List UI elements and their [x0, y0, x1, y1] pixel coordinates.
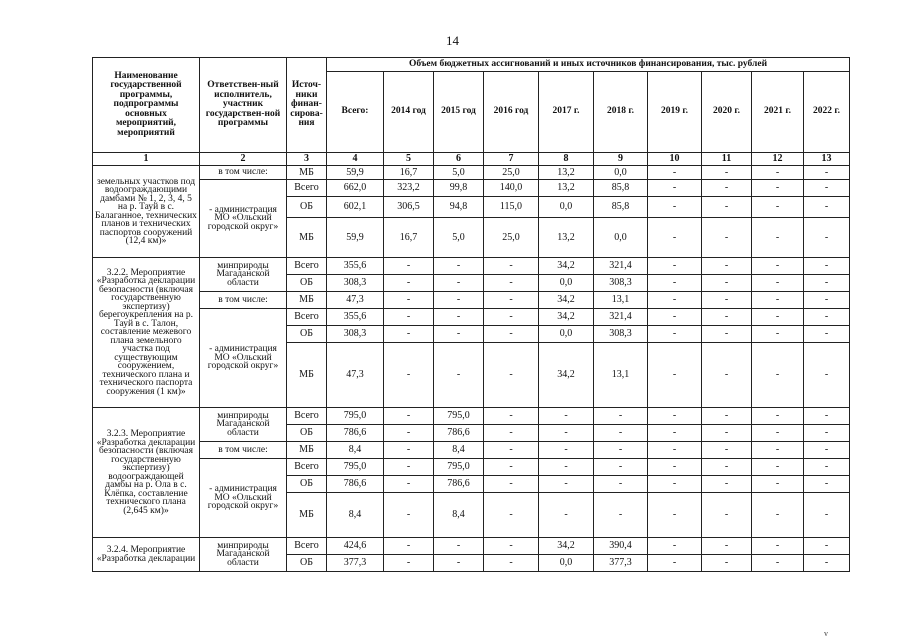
- value-cell: -: [384, 493, 434, 538]
- value-cell: 34,2: [539, 343, 594, 408]
- value-cell: -: [484, 493, 539, 538]
- column-number-9: 9: [594, 153, 648, 166]
- column-number-8: 8: [539, 153, 594, 166]
- value-cell: -: [752, 197, 804, 218]
- value-cell: -: [484, 275, 539, 292]
- source-cell: МБ: [287, 292, 327, 309]
- measure-name: 3.2.4. Мероприятие «Разработка декларации: [93, 538, 200, 572]
- executor-cell: минприроды Магаданской области: [200, 258, 287, 292]
- value-cell: 0,0: [539, 197, 594, 218]
- value-cell: -: [384, 258, 434, 275]
- value-cell: 34,2: [539, 258, 594, 275]
- value-cell: -: [594, 459, 648, 476]
- value-cell: -: [434, 343, 484, 408]
- value-cell: -: [384, 275, 434, 292]
- value-cell: -: [702, 538, 752, 555]
- source-cell: Всего: [287, 408, 327, 425]
- value-cell: 115,0: [484, 197, 539, 218]
- value-cell: 140,0: [484, 180, 539, 197]
- header-year-6: 2019 г.: [648, 72, 702, 153]
- value-cell: -: [752, 326, 804, 343]
- value-cell: -: [594, 425, 648, 442]
- value-cell: 8,4: [434, 493, 484, 538]
- value-cell: 34,2: [539, 538, 594, 555]
- value-cell: 13,2: [539, 166, 594, 180]
- source-cell: Всего: [287, 309, 327, 326]
- value-cell: 16,7: [384, 166, 434, 180]
- column-number-3: 3: [287, 153, 327, 166]
- value-cell: 85,8: [594, 197, 648, 218]
- source-cell: ОБ: [287, 555, 327, 572]
- header-year-9: 2022 г.: [804, 72, 850, 153]
- value-cell: -: [702, 425, 752, 442]
- source-cell: ОБ: [287, 476, 327, 493]
- value-cell: 795,0: [327, 408, 384, 425]
- value-cell: -: [648, 442, 702, 459]
- value-cell: 0,0: [594, 166, 648, 180]
- value-cell: -: [702, 442, 752, 459]
- value-cell: -: [384, 292, 434, 309]
- page-number: 14: [446, 33, 459, 48]
- value-cell: 786,6: [434, 476, 484, 493]
- value-cell: -: [594, 442, 648, 459]
- value-cell: 795,0: [434, 459, 484, 476]
- value-cell: -: [648, 326, 702, 343]
- value-cell: -: [648, 292, 702, 309]
- value-cell: -: [648, 476, 702, 493]
- value-cell: -: [648, 555, 702, 572]
- value-cell: -: [484, 292, 539, 309]
- value-cell: 99,8: [434, 180, 484, 197]
- value-cell: -: [752, 442, 804, 459]
- value-cell: 8,4: [327, 442, 384, 459]
- source-cell: МБ: [287, 493, 327, 538]
- value-cell: -: [648, 459, 702, 476]
- table-row: [93, 180, 850, 197]
- value-cell: -: [804, 493, 850, 538]
- value-cell: -: [804, 292, 850, 309]
- value-cell: -: [434, 326, 484, 343]
- executor-cell: - администрация МО «Ольский городской округ»: [200, 459, 287, 538]
- value-cell: 306,5: [384, 197, 434, 218]
- value-cell: 59,9: [327, 218, 384, 258]
- value-cell: -: [384, 309, 434, 326]
- source-cell: ОБ: [287, 275, 327, 292]
- column-number-10: 10: [648, 153, 702, 166]
- value-cell: 85,8: [594, 180, 648, 197]
- value-cell: -: [804, 258, 850, 275]
- value-cell: -: [484, 258, 539, 275]
- value-cell: -: [752, 309, 804, 326]
- value-cell: -: [752, 459, 804, 476]
- executor-cell: - администрация МО «Ольский городской округ»: [200, 309, 287, 408]
- executor-cell: в том числе:: [200, 292, 287, 309]
- value-cell: -: [752, 166, 804, 180]
- value-cell: -: [702, 218, 752, 258]
- value-cell: 308,3: [327, 275, 384, 292]
- value-cell: 5,0: [434, 166, 484, 180]
- source-cell: Всего: [287, 180, 327, 197]
- value-cell: -: [484, 538, 539, 555]
- value-cell: 94,8: [434, 197, 484, 218]
- value-cell: 308,3: [594, 326, 648, 343]
- value-cell: -: [702, 166, 752, 180]
- value-cell: 0,0: [539, 275, 594, 292]
- header-year-0: Всего:: [327, 72, 384, 153]
- value-cell: -: [702, 555, 752, 572]
- header-year-1: 2014 год: [384, 72, 434, 153]
- value-cell: -: [804, 425, 850, 442]
- value-cell: -: [702, 292, 752, 309]
- header-year-8: 2021 г.: [752, 72, 804, 153]
- executor-cell: в том числе:: [200, 442, 287, 459]
- budget-table: [92, 57, 850, 572]
- value-cell: -: [484, 442, 539, 459]
- header-year-2: 2015 год: [434, 72, 484, 153]
- measure-name: 3.2.2. Мероприятие «Разработка декларации безопасности (включая государственную экспертизу) берегоукрепления на р. Тауй в с. Талон, составление межевого плана земельного участка под существующим сооружением, технического плана и технического паспорта сооружения (1 км)»: [93, 258, 200, 408]
- value-cell: -: [804, 343, 850, 408]
- value-cell: -: [648, 180, 702, 197]
- value-cell: -: [384, 425, 434, 442]
- measure-name: земельных участков под водоограждающими дамбами № 1, 2, 3, 4, 5 на р. Тауй в с. Балаганное, технических планов и технических паспортов сооружений (12,4 км)»: [93, 166, 200, 258]
- value-cell: -: [539, 476, 594, 493]
- value-cell: 8,4: [434, 442, 484, 459]
- value-cell: -: [434, 258, 484, 275]
- value-cell: -: [804, 309, 850, 326]
- value-cell: -: [752, 218, 804, 258]
- column-number-12: 12: [752, 153, 804, 166]
- source-cell: Всего: [287, 538, 327, 555]
- value-cell: 13,2: [539, 218, 594, 258]
- table-row: [93, 459, 850, 476]
- value-cell: 25,0: [484, 166, 539, 180]
- measure-name: 3.2.3. Мероприятие «Разработка декларации безопасности (включая государственную экспертизу) водоограждающей дамбы на р. Ола в с. Клёпка, составление технического плана (2,645 км)»: [93, 408, 200, 538]
- column-number-5: 5: [384, 153, 434, 166]
- value-cell: -: [804, 442, 850, 459]
- value-cell: -: [702, 275, 752, 292]
- value-cell: -: [752, 258, 804, 275]
- value-cell: -: [702, 343, 752, 408]
- value-cell: -: [702, 180, 752, 197]
- value-cell: 0,0: [594, 218, 648, 258]
- value-cell: -: [539, 493, 594, 538]
- value-cell: -: [648, 425, 702, 442]
- header-source: Источ-ники финан-сирова-ния: [287, 58, 327, 153]
- column-number-6: 6: [434, 153, 484, 166]
- value-cell: 47,3: [327, 343, 384, 408]
- value-cell: -: [484, 459, 539, 476]
- value-cell: 16,7: [384, 218, 434, 258]
- column-number-4: 4: [327, 153, 384, 166]
- column-number-1: 1: [93, 153, 200, 166]
- value-cell: -: [752, 538, 804, 555]
- value-cell: -: [702, 197, 752, 218]
- value-cell: 795,0: [434, 408, 484, 425]
- value-cell: -: [434, 292, 484, 309]
- executor-cell: минприроды Магаданской области: [200, 408, 287, 442]
- executor-cell: минприроды Магаданской области: [200, 538, 287, 572]
- value-cell: -: [752, 292, 804, 309]
- value-cell: -: [434, 309, 484, 326]
- value-cell: -: [434, 555, 484, 572]
- value-cell: 377,3: [594, 555, 648, 572]
- source-cell: МБ: [287, 166, 327, 180]
- value-cell: -: [484, 408, 539, 425]
- value-cell: -: [648, 408, 702, 425]
- value-cell: -: [752, 180, 804, 197]
- source-cell: Всего: [287, 258, 327, 275]
- value-cell: -: [484, 425, 539, 442]
- header-name: Наименование государственной программы, подпрограммы основных мероприятий, мероприятий: [93, 58, 200, 153]
- value-cell: 323,2: [384, 180, 434, 197]
- value-cell: -: [804, 459, 850, 476]
- value-cell: -: [384, 408, 434, 425]
- value-cell: 786,6: [327, 476, 384, 493]
- value-cell: 34,2: [539, 309, 594, 326]
- value-cell: -: [804, 218, 850, 258]
- value-cell: 390,4: [594, 538, 648, 555]
- value-cell: 321,4: [594, 309, 648, 326]
- value-cell: 786,6: [434, 425, 484, 442]
- table-row: [93, 166, 850, 180]
- table-row: [93, 408, 850, 425]
- source-cell: ОБ: [287, 425, 327, 442]
- value-cell: -: [539, 425, 594, 442]
- source-cell: Всего: [287, 459, 327, 476]
- value-cell: 602,1: [327, 197, 384, 218]
- value-cell: -: [804, 555, 850, 572]
- value-cell: -: [752, 476, 804, 493]
- executor-cell: в том числе:: [200, 166, 287, 180]
- value-cell: -: [702, 476, 752, 493]
- value-cell: -: [702, 309, 752, 326]
- value-cell: -: [752, 343, 804, 408]
- value-cell: -: [539, 459, 594, 476]
- value-cell: 59,9: [327, 166, 384, 180]
- value-cell: -: [484, 343, 539, 408]
- header-year-5: 2018 г.: [594, 72, 648, 153]
- value-cell: -: [648, 258, 702, 275]
- value-cell: -: [648, 166, 702, 180]
- value-cell: -: [702, 493, 752, 538]
- source-cell: МБ: [287, 442, 327, 459]
- value-cell: -: [384, 476, 434, 493]
- header-funding-group: Объем бюджетных ассигнований и иных источников финансирования, тыс. рублей: [327, 58, 850, 72]
- value-cell: -: [434, 538, 484, 555]
- header-year-4: 2017 г.: [539, 72, 594, 153]
- value-cell: 308,3: [327, 326, 384, 343]
- value-cell: 0,0: [539, 326, 594, 343]
- value-cell: -: [648, 538, 702, 555]
- value-cell: -: [648, 197, 702, 218]
- value-cell: -: [384, 343, 434, 408]
- value-cell: 786,6: [327, 425, 384, 442]
- value-cell: -: [384, 326, 434, 343]
- value-cell: -: [484, 476, 539, 493]
- value-cell: -: [752, 555, 804, 572]
- value-cell: -: [648, 275, 702, 292]
- source-cell: ОБ: [287, 197, 327, 218]
- value-cell: -: [384, 538, 434, 555]
- value-cell: 355,6: [327, 309, 384, 326]
- value-cell: 795,0: [327, 459, 384, 476]
- value-cell: 34,2: [539, 292, 594, 309]
- value-cell: -: [702, 258, 752, 275]
- value-cell: -: [752, 493, 804, 538]
- value-cell: 13,1: [594, 343, 648, 408]
- value-cell: -: [804, 197, 850, 218]
- value-cell: -: [384, 555, 434, 572]
- value-cell: -: [648, 343, 702, 408]
- value-cell: 13,1: [594, 292, 648, 309]
- executor-cell: - администрация МО «Ольский городской округ»: [200, 180, 287, 258]
- value-cell: 308,3: [594, 275, 648, 292]
- value-cell: -: [804, 408, 850, 425]
- column-number-2: 2: [200, 153, 287, 166]
- column-number-11: 11: [702, 153, 752, 166]
- header-executor: Ответствен-ный исполнитель, участник государствен-ной программы: [200, 58, 287, 153]
- value-cell: -: [539, 408, 594, 425]
- value-cell: 47,3: [327, 292, 384, 309]
- value-cell: 355,6: [327, 258, 384, 275]
- value-cell: -: [804, 180, 850, 197]
- table-row: [93, 309, 850, 326]
- value-cell: 424,6: [327, 538, 384, 555]
- source-cell: МБ: [287, 343, 327, 408]
- value-cell: -: [594, 476, 648, 493]
- value-cell: -: [702, 408, 752, 425]
- value-cell: 25,0: [484, 218, 539, 258]
- value-cell: 8,4: [327, 493, 384, 538]
- value-cell: -: [384, 459, 434, 476]
- value-cell: -: [648, 218, 702, 258]
- table-row: [93, 292, 850, 309]
- value-cell: -: [804, 275, 850, 292]
- value-cell: -: [702, 326, 752, 343]
- value-cell: -: [539, 442, 594, 459]
- value-cell: -: [434, 275, 484, 292]
- value-cell: -: [484, 309, 539, 326]
- value-cell: -: [804, 166, 850, 180]
- header-year-7: 2020 г.: [702, 72, 752, 153]
- value-cell: -: [752, 425, 804, 442]
- source-cell: ОБ: [287, 326, 327, 343]
- value-cell: -: [648, 309, 702, 326]
- value-cell: -: [648, 493, 702, 538]
- value-cell: 377,3: [327, 555, 384, 572]
- value-cell: 13,2: [539, 180, 594, 197]
- value-cell: -: [484, 326, 539, 343]
- value-cell: 662,0: [327, 180, 384, 197]
- value-cell: -: [702, 459, 752, 476]
- table-row: [93, 538, 850, 555]
- source-cell: МБ: [287, 218, 327, 258]
- value-cell: -: [804, 538, 850, 555]
- header-year-3: 2016 год: [484, 72, 539, 153]
- value-cell: 5,0: [434, 218, 484, 258]
- column-number-13: 13: [804, 153, 850, 166]
- value-cell: -: [594, 493, 648, 538]
- table-row: [93, 442, 850, 459]
- stray-mark: v: [824, 629, 828, 638]
- value-cell: -: [804, 326, 850, 343]
- value-cell: -: [752, 275, 804, 292]
- column-number-7: 7: [484, 153, 539, 166]
- value-cell: -: [484, 555, 539, 572]
- value-cell: -: [752, 408, 804, 425]
- value-cell: 321,4: [594, 258, 648, 275]
- table-row: [93, 258, 850, 275]
- value-cell: -: [594, 408, 648, 425]
- value-cell: -: [804, 476, 850, 493]
- value-cell: -: [384, 442, 434, 459]
- value-cell: 0,0: [539, 555, 594, 572]
